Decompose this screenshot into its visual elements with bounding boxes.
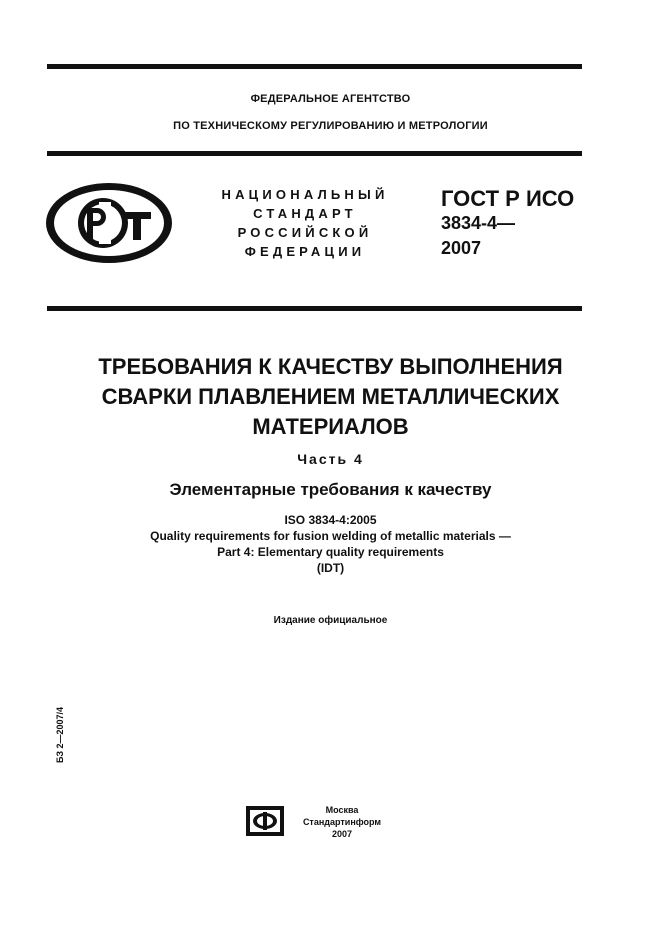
iso-identity: (IDT) bbox=[316, 561, 345, 575]
agency-line-1: ФЕДЕРАЛЬНОЕ АГЕНТСТВО bbox=[250, 93, 411, 105]
designation-line-1: ГОСТ Р ИСО bbox=[441, 186, 575, 211]
national-standard-label bbox=[210, 185, 400, 261]
side-code: БЗ 2—2007/4 bbox=[55, 706, 65, 764]
publisher-city: Москва bbox=[325, 805, 359, 815]
standartinform-logo-icon bbox=[246, 806, 284, 836]
publisher-info bbox=[292, 804, 392, 840]
document-title-line-3: МАТЕРИАЛОВ bbox=[252, 414, 409, 439]
document-title-line-1: ТРЕБОВАНИЯ К КАЧЕСТВУ ВЫПОЛНЕНИЯ bbox=[98, 354, 563, 379]
national-line-3: РОССИЙСКОЙ bbox=[237, 225, 373, 240]
edition-label: Издание официальное bbox=[273, 615, 388, 626]
standard-designation bbox=[441, 186, 574, 261]
agency-line-2: ПО ТЕХНИЧЕСКОМУ РЕГУЛИРОВАНИЮ И МЕТРОЛОГИИ bbox=[173, 120, 488, 132]
designation-line-3: 2007 bbox=[441, 238, 482, 258]
national-line-1: НАЦИОНАЛЬНЫЙ bbox=[221, 187, 389, 202]
iso-title-line-1: Quality requirements for fusion welding of metallic materials — bbox=[150, 529, 511, 543]
document-title-line-2: СВАРКИ ПЛАВЛЕНИЕМ МЕТАЛЛИЧЕСКИХ bbox=[101, 384, 560, 409]
document-subtitle: Элементарные требования к качеству bbox=[169, 480, 492, 499]
national-line-4: ФЕДЕРАЦИИ bbox=[244, 244, 366, 259]
top-rule bbox=[47, 64, 582, 69]
part-label: Часть 4 bbox=[297, 451, 364, 467]
iso-code: ISO 3834-4:2005 bbox=[284, 513, 377, 527]
rst-certification-mark-icon bbox=[43, 180, 175, 266]
designation-line-2: 3834-4— bbox=[441, 213, 516, 233]
publisher-year: 2007 bbox=[331, 829, 353, 839]
national-line-2: СТАНДАРТ bbox=[253, 206, 357, 221]
iso-title-line-2: Part 4: Elementary quality requirements bbox=[217, 545, 444, 559]
mid-rule bbox=[47, 306, 582, 311]
header-bottom-rule bbox=[47, 151, 582, 156]
publisher-name: Стандартинформ bbox=[302, 817, 382, 827]
